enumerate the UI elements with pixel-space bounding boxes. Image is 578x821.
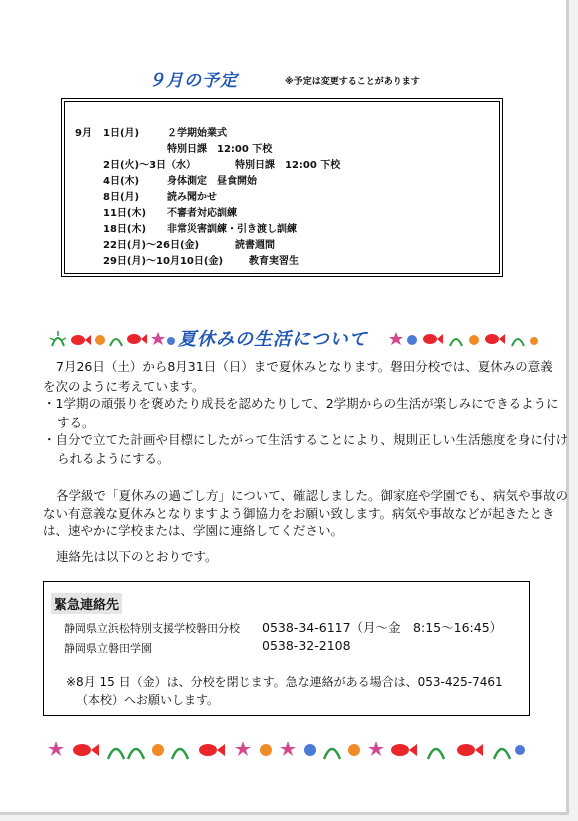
shell-icon	[304, 744, 316, 756]
starfish-icon	[48, 741, 64, 756]
schedule-header	[0, 66, 569, 90]
schedule-box	[61, 98, 503, 277]
bullet-item-cont: する。	[57, 415, 95, 430]
fish-icon	[127, 334, 147, 344]
leaf-icon	[128, 749, 144, 759]
shell-icon	[348, 744, 360, 756]
fish-icon	[73, 744, 99, 756]
schedule-note: ※予定は変更することがあります	[285, 77, 420, 87]
fish-icon	[391, 744, 417, 756]
leaf-icon	[494, 749, 510, 759]
schedule-date: 29日(月)～10月10日(金)	[103, 256, 224, 267]
shell-icon	[469, 335, 479, 345]
sea-decoration-left	[48, 328, 176, 350]
paragraph-line: は、速やかに学校または、学園に連絡してください。	[43, 523, 344, 538]
school-phone: 0538-34-6117（月～金 8:15～16:45）	[262, 620, 503, 635]
starfish-icon	[280, 741, 296, 756]
summer-banner	[40, 322, 540, 352]
schedule-event: 特別日課 12:00 下校	[235, 160, 341, 171]
starfish-icon	[368, 741, 384, 756]
school-name: 静岡県立浜松特別支援学校磐田分校	[64, 622, 240, 635]
contact-heading: 緊急連絡先	[51, 593, 122, 614]
schedule-event: 読み聞かせ	[167, 192, 217, 203]
schedule-date: 2日(火)～3日（水）	[103, 160, 197, 171]
bullet-item: ・自分で立てた計画や目標にしたがって生活することにより、規則正しい生活態度を身に付け	[43, 432, 569, 447]
starfish-icon	[389, 332, 403, 345]
shell-icon	[515, 745, 525, 755]
emergency-contact-box	[43, 581, 530, 716]
bullet-item: ・1学期の頑張りを褒めたり成長を認めたりして、2学期からの生活が楽しみにできるように	[43, 396, 559, 411]
schedule-date: 11日(木)	[103, 208, 147, 219]
fish-icon	[485, 334, 505, 344]
shell-icon	[152, 744, 164, 756]
intro-line: を次のように考えています。	[43, 379, 205, 394]
schedule-date: 22日(月)～26日(金)	[103, 240, 200, 251]
schedule-date: 8日(月)	[103, 192, 140, 203]
schedule-month: 9月	[75, 128, 92, 139]
leaf-icon	[172, 749, 188, 759]
summer-title: 夏休みの生活について	[178, 329, 368, 350]
schedule-event: 特別日課 12:00 下校	[167, 144, 273, 155]
sea-decoration-bottom	[48, 737, 528, 763]
closure-notice-cont: （本校）へお願いします。	[76, 693, 220, 707]
starfish-icon	[235, 741, 251, 756]
fish-icon	[457, 744, 483, 756]
schedule-date: 18日(木)	[103, 224, 147, 235]
schedule-title: ９月の予定	[148, 71, 238, 91]
shell-icon	[167, 337, 175, 345]
shell-icon	[260, 744, 272, 756]
shell-icon	[95, 335, 105, 345]
schedule-date: 1日(月)	[103, 128, 140, 139]
closure-notice: ※8月 15 日（金）は、分校を閉じます。急な連絡がある場合は、053-425-7461	[66, 675, 503, 689]
starfish-icon	[151, 332, 165, 345]
schedule-row	[103, 124, 139, 139]
schedule-date: 4日(木)	[103, 176, 140, 187]
paragraph-line: 各学級で「夏休みの過ごし方」について、確認しました。御家庭や学園でも、病気や事故の	[56, 488, 569, 503]
fish-icon	[71, 335, 91, 345]
sea-decoration-right	[388, 328, 540, 350]
schedule-event: 教育実習生	[249, 256, 299, 267]
paragraph-line: ない有意義な夏休みとなりますよう御協力をお願い致します。病気や事故などが起きたとき	[43, 506, 555, 521]
leaf-icon	[512, 339, 524, 346]
leaf-icon	[110, 339, 122, 346]
leaf-icon	[324, 749, 340, 759]
gakuen-name: 静岡県立磐田学園	[64, 642, 152, 655]
schedule-event: 読書週間	[235, 240, 275, 251]
fish-icon	[423, 334, 443, 344]
shell-icon	[530, 337, 538, 345]
gakuen-phone: 0538-32-2108	[262, 638, 351, 653]
leaf-icon	[450, 339, 462, 346]
leaf-icon	[50, 331, 66, 346]
fish-icon	[199, 744, 225, 756]
schedule-event: 不審者対応訓練	[167, 208, 237, 219]
intro-line: 7月26日（土）から8月31日（日）まで夏休みとなります。磐田分校では、夏休みの意義	[56, 359, 553, 374]
schedule-event: ２学期始業式	[167, 128, 227, 139]
contact-intro: 連絡先は以下のとおりです。	[56, 549, 218, 564]
schedule-row	[75, 124, 92, 139]
leaf-icon	[108, 749, 124, 759]
schedule-event: 身体測定 昼食開始	[167, 176, 257, 187]
leaf-icon	[428, 749, 444, 759]
bullet-item-cont: られるようにする。	[57, 451, 170, 466]
shell-icon	[407, 335, 417, 345]
schedule-event: 非常災害訓練・引き渡し訓練	[167, 224, 297, 235]
